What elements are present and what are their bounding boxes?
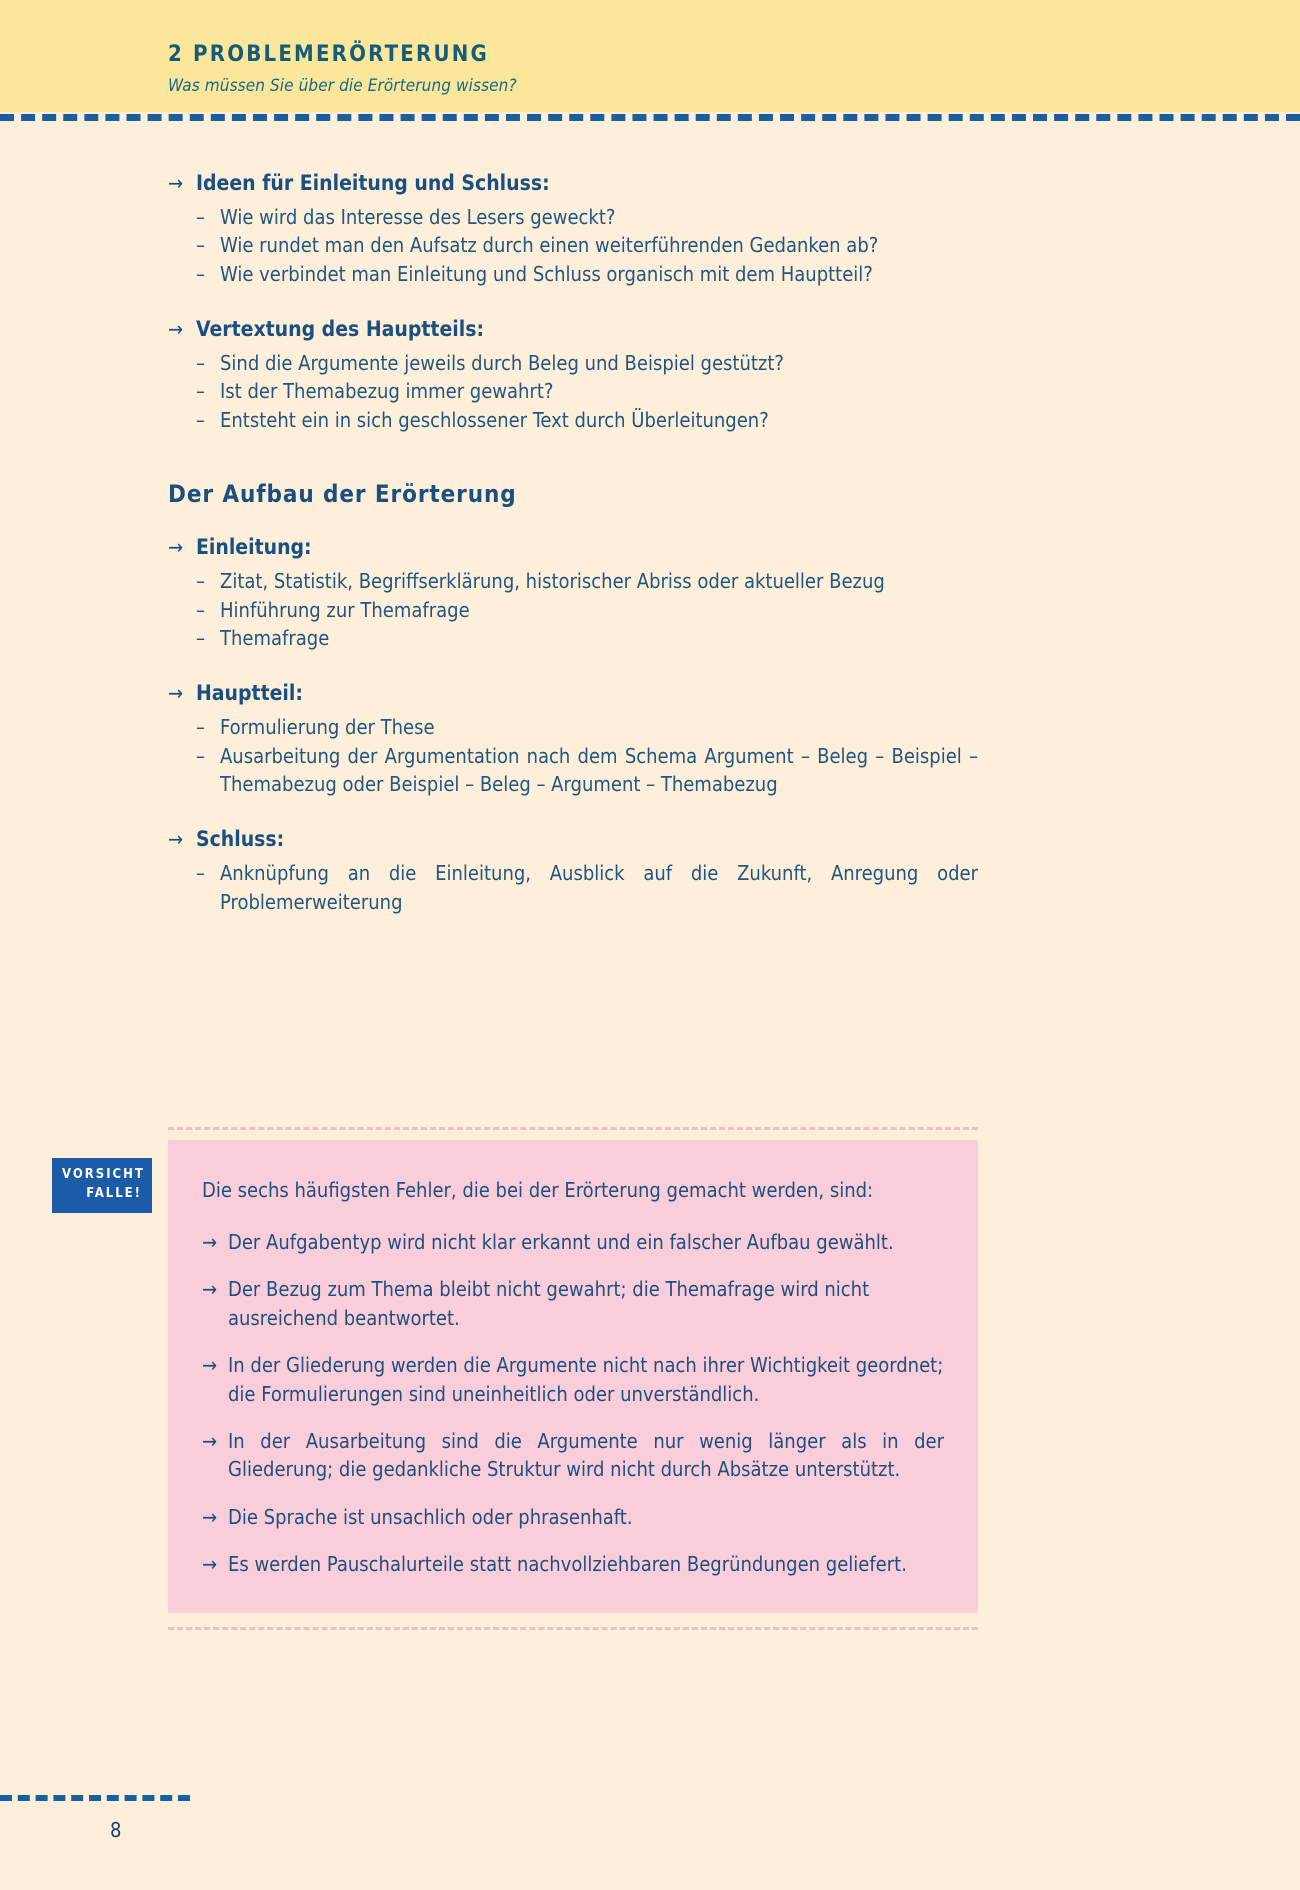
list-item <box>196 203 978 231</box>
warning-list-item <box>202 1228 944 1256</box>
header-band <box>0 0 1300 112</box>
dash-bullet-icon: – <box>196 625 205 650</box>
arrow-right-icon: → <box>202 1552 218 1577</box>
block-heading-label: Einleitung: <box>196 535 312 560</box>
dash-bullet-icon: – <box>196 861 205 886</box>
warning-item-label: Der Bezug zum Thema bleibt nicht gewahrt; die Themafrage wird nicht ausreichend beantwortet. <box>228 1277 870 1330</box>
list-item <box>196 377 978 405</box>
list-item <box>196 596 978 624</box>
list-item <box>196 859 978 916</box>
list-item <box>196 231 978 259</box>
block-heading-label: Schluss: <box>196 827 285 852</box>
dash-bullet-icon: – <box>196 597 205 622</box>
main-content <box>168 170 978 916</box>
list-item-label: Wie rundet man den Aufsatz durch einen weiterführenden Gedanken ab? <box>220 233 879 258</box>
block-heading-label: Hauptteil: <box>196 681 303 706</box>
list-item-label: Hinführung zur Themafrage <box>220 597 470 622</box>
warning-list-item <box>202 1503 944 1531</box>
list-item-label: Zitat, Statistik, Begriffserklärung, historischer Abriss oder aktueller Bezug <box>220 569 885 594</box>
list-block <box>168 826 978 916</box>
list-block <box>168 680 978 798</box>
warning-intro-text: Die sechs häufigsten Fehler, die bei der Erörterung gemacht werden, sind: <box>202 1178 874 1202</box>
warning-item-label: Der Aufgabentyp wird nicht klar erkannt und ein falscher Aufbau gewählt. <box>228 1230 894 1254</box>
list-item <box>196 624 978 652</box>
list-item-label: Themafrage <box>220 625 330 650</box>
block-heading <box>168 826 978 854</box>
list-item-label: Entsteht ein in sich geschlossener Text durch Überleitungen? <box>220 407 769 432</box>
list-block <box>168 170 978 288</box>
warning-item-label: In der Gliederung werden die Argumente nicht nach ihrer Wichtigkeit geordnet; die Formulierungen sind uneinheitlich oder unverständlich. <box>228 1353 944 1406</box>
page-number: 8 <box>110 1818 122 1842</box>
dash-bullet-icon: – <box>196 569 205 594</box>
section-heading: Der Aufbau der Erörterung <box>168 480 517 509</box>
badge-line-vorsicht: VORSICHT <box>62 1167 145 1182</box>
list-block <box>168 534 978 652</box>
block-heading <box>168 316 978 344</box>
block-heading <box>168 170 978 198</box>
list-item-label: Wie wird das Interesse des Lesers geweckt? <box>220 204 616 229</box>
arrow-right-icon: → <box>168 317 184 342</box>
block-heading <box>168 680 978 708</box>
block-heading-label: Vertextung des Hauptteils: <box>196 317 485 342</box>
dash-bullet-icon: – <box>196 379 205 404</box>
dash-bullet-icon: – <box>196 233 205 258</box>
arrow-right-icon: → <box>202 1428 218 1453</box>
warning-list-item <box>202 1550 944 1578</box>
badge-line-falle: FALLE! <box>86 1185 142 1201</box>
arrow-right-icon: → <box>168 171 184 195</box>
list-item-label: Sind die Argumente jeweils durch Beleg und Beispiel gestützt? <box>220 351 784 376</box>
warning-list-item <box>202 1427 944 1484</box>
warning-box-top-rule <box>168 1127 978 1130</box>
list-item <box>196 742 978 799</box>
block-heading-label: Ideen für Einleitung und Schluss: <box>196 171 550 195</box>
list-item-label: Ausarbeitung der Argumentation nach dem Schema Argument – Beleg – Beispiel – Themabezug oder Beispiel – Beleg – Argument – Themabezug <box>220 743 978 796</box>
warning-box <box>168 1140 978 1613</box>
list-item <box>196 406 978 434</box>
list-item <box>196 567 978 595</box>
list-item-label: Formulierung der These <box>220 715 435 740</box>
warning-list-item <box>202 1275 944 1332</box>
chapter-title: 2 PROBLEMERÖRTERUNG <box>168 42 489 67</box>
arrow-right-icon: → <box>202 1353 218 1378</box>
arrow-right-icon: → <box>168 681 184 706</box>
warning-item-label: Die Sprache ist unsachlich oder phrasenhaft. <box>228 1504 633 1529</box>
arrow-right-icon: → <box>168 535 184 560</box>
warning-item-label: Es werden Pauschalurteile statt nachvollziehbaren Begründungen geliefert. <box>228 1552 907 1577</box>
dash-bullet-icon: – <box>196 715 205 740</box>
arrow-right-icon: → <box>168 827 184 852</box>
dash-bullet-icon: – <box>196 204 205 229</box>
header-dashed-rule <box>0 114 1300 121</box>
status-badge <box>52 1158 152 1213</box>
footer-dashed-rule <box>0 1795 190 1801</box>
list-item <box>196 349 978 377</box>
dash-bullet-icon: – <box>196 351 205 376</box>
warning-box-bottom-rule <box>168 1627 978 1630</box>
warning-item-label: In der Ausarbeitung sind die Argumente nur wenig länger als in der Gliederung; die gedankliche Struktur wird nicht durch Absätze unterstützt. <box>228 1428 944 1482</box>
arrow-right-icon: → <box>202 1277 218 1302</box>
chapter-subtitle: Was müssen Sie über die Erörterung wissen? <box>168 76 517 96</box>
header-text-group <box>168 44 517 96</box>
dash-bullet-icon: – <box>196 743 205 768</box>
list-item <box>196 713 978 741</box>
list-block <box>168 316 978 434</box>
list-item-label: Ist der Themabezug immer gewahrt? <box>220 379 554 404</box>
arrow-right-icon: → <box>202 1504 218 1529</box>
list-item-label: Anknüpfung an die Einleitung, Ausblick auf die Zukunft, Anregung oder Problemerweiterung <box>220 861 978 914</box>
list-item-label: Wie verbindet man Einleitung und Schluss organisch mit dem Hauptteil? <box>220 261 873 286</box>
arrow-right-icon: → <box>202 1230 218 1254</box>
block-heading <box>168 534 978 562</box>
list-item <box>196 260 978 288</box>
dash-bullet-icon: – <box>196 261 205 286</box>
warning-list-item <box>202 1351 944 1408</box>
dash-bullet-icon: – <box>196 407 205 432</box>
